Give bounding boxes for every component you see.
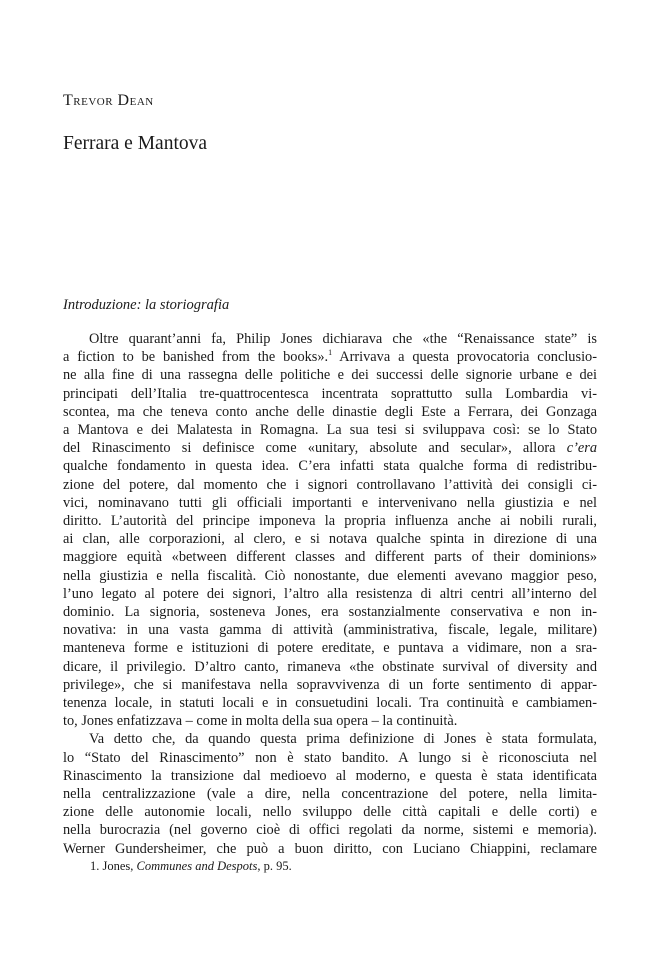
paragraph-2 bbox=[63, 730, 597, 857]
text-line: dicare, il privilegio. D’altro canto, rimaneva «the obstinate survival of diversity and bbox=[63, 658, 597, 675]
text-line: to, Jones enfatizzava – come in molta della sua opera – la continuità. bbox=[63, 713, 458, 730]
text-run: a fiction to be banished from the books». bbox=[63, 349, 329, 366]
footnote-work-title: Communes and Despots bbox=[136, 859, 258, 873]
footnote-1 bbox=[90, 859, 292, 874]
text-line: manteneva forme e istituzioni di potere ereditate, e puntava a vidimare, non a sra- bbox=[63, 640, 597, 657]
text-line: novativa: in una vasta gamma di attività (amministrativa, fiscale, legale, militare) bbox=[63, 622, 597, 639]
text-run: del Rinascimento si definisce come «unitary, absolute and secular», allora bbox=[63, 440, 567, 457]
text-line bbox=[63, 348, 597, 366]
text-line: Werner Gundersheimer, che può a buon diritto, con Luciano Chiappini, reclamare bbox=[63, 840, 597, 857]
text-line: l’uno legato al potere dei signori, l’altro alla resistenza di altri centri all’interno del bbox=[63, 585, 597, 602]
text-line: tenenza locale, in statuti locali e in consuetudini locali. Tra continuità e cambiamen- bbox=[63, 695, 597, 712]
text-line: nella burocrazia (nel governo cioè di offici regolati da norme, sistemi e memoria). bbox=[63, 822, 597, 839]
text-line: lo “Stato del Rinascimento” non è stato bandito. A lungo si è riconosciuta nel bbox=[63, 749, 597, 766]
author-name: Trevor Dean bbox=[63, 92, 154, 109]
text-line: vici, nominavano tutti gli officiali importanti e intervenivano nella giustizia e nel bbox=[63, 494, 597, 511]
text-line: Va detto che, da quando questa prima definizione di Jones è stata formulata, bbox=[89, 731, 597, 748]
body-text bbox=[63, 330, 597, 858]
text-line: a Mantova e dei Malatesta in Romagna. La sua tesi si sviluppava così: se lo Stato bbox=[63, 422, 597, 439]
footnote-page: , p. 95. bbox=[257, 859, 292, 873]
text-line: ne alla fine di una rassegna delle politiche e dei successi delle signorie urbane e dei bbox=[63, 367, 597, 384]
text-line: zione del potere, dal momento che i signori controllavano l’attività dei consigli ci- bbox=[63, 476, 597, 493]
text-line: nella centralizzazione (vale a dire, nella concentrazione del potere, nella limita- bbox=[63, 786, 597, 803]
text-line: diritto. L’autorità del principe imponeva la propria influenza anche ai nobili rurali, bbox=[63, 513, 597, 530]
text-line: maggiore equità «between different classes and different parts of their dominions» bbox=[63, 549, 597, 566]
text-line: Rinascimento la transizione dal medioevo al moderno, e questa è stata identificata bbox=[63, 767, 597, 784]
text-line: ai clan, alle corporazioni, al clero, e si notava qualche spinta in direzione di una bbox=[63, 531, 597, 548]
text-line: scontea, ma che teneva conto anche delle dinastie degli Este a Ferrara, dei Gonzaga bbox=[63, 403, 597, 420]
text-line: nella giustizia e nella fiscalità. Ciò nonostante, due elementi avevano maggior peso, bbox=[63, 567, 597, 584]
text-line: privilege», che si manifestava nella sopravvivenza di un forte sentimento di appar- bbox=[63, 676, 597, 693]
chapter-title: Ferrara e Mantova bbox=[63, 133, 208, 154]
text-run: Arrivava a questa provocatoria conclusio- bbox=[332, 349, 597, 366]
text-line: Oltre quarant’anni fa, Philip Jones dichiarava che «the “Renaissance state” is bbox=[89, 331, 597, 347]
text-line: qualche fondamento in questa idea. C’era infatti stata qualche forma di redistribu- bbox=[63, 458, 597, 475]
text-line: zione delle autonomie locali, nello sviluppo delle città capitali e delle corti) e bbox=[63, 804, 597, 821]
paragraph-1 bbox=[63, 330, 597, 730]
text-line: dominio. La signoria, sosteneva Jones, era sostanzialmente conservativa e non in- bbox=[63, 604, 597, 621]
text-line bbox=[63, 439, 597, 457]
footnote-ref[interactable]: 1 bbox=[328, 348, 333, 358]
italic-run: c’era bbox=[566, 440, 597, 457]
section-heading: Introduzione: la storiografia bbox=[63, 297, 230, 313]
text-line: principati dell’Italia tre-quattrocentesca incentrata soprattutto sulla Lombardia vi- bbox=[63, 385, 597, 402]
footnote-text: 1. Jones, bbox=[90, 859, 137, 873]
